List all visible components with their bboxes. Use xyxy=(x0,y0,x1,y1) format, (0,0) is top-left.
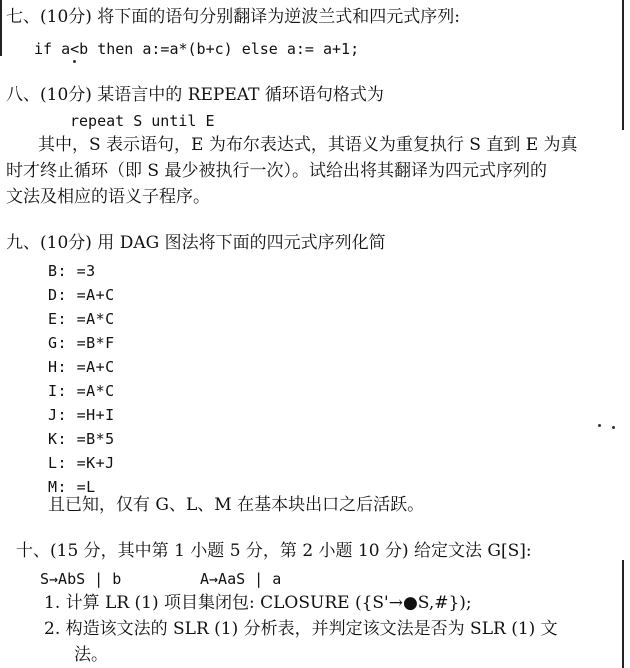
q9-quad-10: M: =L xyxy=(48,478,96,496)
q10-item-2: 2. 构造该文法的 SLR (1) 分析表，并判定该文法是否为 SLR (1) 文 xyxy=(44,619,558,639)
q10-grammar-a: A→AaS | a xyxy=(200,570,282,588)
q8-body-line-1: 其中，S 表示语句，E 为布尔表达式，其语义为重复执行 S 直到 E 为真 xyxy=(38,135,578,155)
scan-speck xyxy=(73,60,76,63)
q10-item-1: 1. 计算 LR (1) 项目集闭包: CLOSURE ({S'→●S,#}); xyxy=(44,593,472,613)
q9-quad-7: J: =H+I xyxy=(48,406,115,424)
q8-code: repeat S until E xyxy=(70,112,215,130)
q10-grammar-s: S→AbS | b xyxy=(40,570,122,588)
q8-title: 八、(10分) 某语言中的 REPEAT 循环语句格式为 xyxy=(6,85,384,105)
q9-quad-9: L: =K+J xyxy=(48,454,115,472)
q7-title: 七、(10分) 将下面的语句分别翻译为逆波兰式和四元式序列: xyxy=(6,7,461,27)
q9-quad-1: B: =3 xyxy=(48,262,96,280)
q9-quad-2: D: =A+C xyxy=(48,286,115,304)
q9-quad-8: K: =B*5 xyxy=(48,430,115,448)
q9-quad-5: H: =A+C xyxy=(48,358,115,376)
scan-speck xyxy=(598,424,601,427)
q10-item-2-cont: 法。 xyxy=(74,645,108,665)
right-border-line xyxy=(622,0,624,130)
scan-speck xyxy=(612,426,615,429)
q9-quad-6: I: =A*C xyxy=(48,382,115,400)
left-border-line xyxy=(0,0,2,56)
q8-body-line-3: 文法及相应的语义子程序。 xyxy=(6,187,210,207)
q10-title: 十、(15 分，其中第 1 小题 5 分，第 2 小题 10 分) 给定文法 G[S]: xyxy=(16,541,532,561)
q8-body-line-2: 时才终止循环（即 S 最少被执行一次）。试给出将其翻译为四元式序列的 xyxy=(6,161,547,181)
right-border-line-lower xyxy=(622,560,624,668)
q9-quad-4: G: =B*F xyxy=(48,334,115,352)
q9-note: 且已知，仅有 G、L、M 在基本块出口之后活跃。 xyxy=(48,495,425,515)
q9-title: 九、(10分) 用 DAG 图法将下面的四元式序列化简 xyxy=(6,233,386,253)
q7-code: if a<b then a:=a*(b+c) else a:= a+1; xyxy=(34,40,360,58)
q9-quad-3: E: =A*C xyxy=(48,310,115,328)
